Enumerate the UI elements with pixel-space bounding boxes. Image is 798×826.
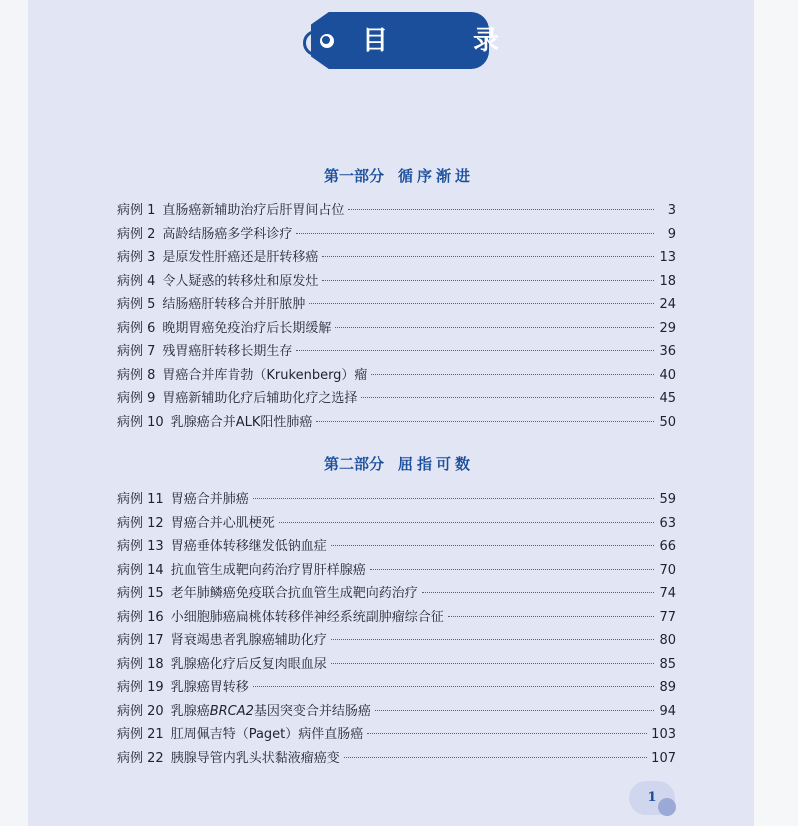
case-title: 乳腺癌胃转移 [170, 680, 249, 695]
case-title: 胃癌垂体转移继发低钠血症 [170, 539, 327, 554]
part2-list [117, 488, 676, 770]
part1-list [117, 199, 676, 434]
dot-leader [296, 350, 654, 351]
part2-label: 第二部分 [323, 455, 384, 473]
toc-entry[interactable] [117, 629, 676, 653]
case-number: 病例 11 [117, 492, 164, 507]
toc-entry[interactable] [117, 535, 676, 559]
case-number: 病例 5 [117, 297, 156, 312]
case-number: 病例 2 [117, 226, 156, 242]
case-number: 病例 14 [117, 562, 164, 578]
toc-entry[interactable] [117, 340, 676, 364]
case-title: 胃癌合并心肌梗死 [170, 515, 275, 531]
dot-leader [331, 545, 654, 546]
toc-entry[interactable] [117, 488, 676, 512]
case-page-number: 50 [659, 414, 676, 430]
case-number: 病例 7 [117, 344, 156, 359]
case-page-number: 80 [659, 633, 676, 648]
case-number: 病例 16 [117, 609, 164, 625]
part1-label: 第一部分 [323, 167, 384, 185]
case-page-number: 59 [659, 492, 676, 507]
case-page-number: 40 [659, 367, 676, 383]
case-number: 病例 3 [117, 250, 156, 265]
case-number: 病例 6 [117, 320, 156, 336]
dot-leader [448, 616, 654, 617]
case-title: 晚期胃癌免疫治疗后长期缓解 [162, 320, 332, 336]
dot-leader [370, 569, 654, 570]
toc-entry[interactable] [117, 512, 676, 536]
case-page-number: 18 [659, 273, 676, 289]
case-page-number: 70 [659, 562, 676, 578]
part2-heading [0, 454, 798, 474]
case-page-number: 9 [667, 226, 676, 242]
case-title: 胃癌新辅助化疗后辅助化疗之选择 [162, 391, 358, 406]
toc-entry[interactable] [117, 246, 676, 270]
toc-entry[interactable] [117, 676, 676, 700]
page-number: 1 [647, 790, 657, 805]
case-title: 乳腺癌BRCA2基因突变合并结肠癌 [170, 703, 371, 719]
dot-leader [367, 733, 647, 734]
dot-leader [375, 710, 654, 711]
page-title: 目 录 [362, 26, 538, 56]
case-number: 病例 4 [117, 273, 156, 289]
case-page-number: 3 [667, 203, 676, 218]
case-number: 病例 21 [117, 727, 164, 742]
case-number: 病例 13 [117, 539, 164, 554]
toc-entry[interactable] [117, 653, 676, 677]
case-number: 病例 17 [117, 633, 164, 648]
case-page-number: 66 [659, 539, 676, 554]
dot-leader [309, 303, 654, 304]
adjacent-page-edge [754, 0, 798, 826]
case-page-number: 45 [659, 391, 676, 406]
case-title: 抗血管生成靶向药治疗胃肝样腺癌 [170, 562, 366, 578]
toc-entry[interactable] [117, 606, 676, 630]
dot-leader [296, 233, 654, 234]
case-page-number: 103 [651, 727, 676, 742]
dot-leader [279, 522, 654, 523]
case-number: 病例 8 [117, 367, 156, 383]
case-title: 肛周佩吉特（Paget）病伴直肠癌 [170, 727, 364, 742]
case-title: 直肠癌新辅助治疗后肝胃间占位 [162, 203, 345, 218]
toc-entry[interactable] [117, 317, 676, 341]
case-page-number: 63 [659, 515, 676, 531]
toc-entry[interactable] [117, 364, 676, 388]
case-title: 是原发性肝癌还是肝转移癌 [162, 250, 319, 265]
dot-leader [322, 256, 654, 257]
toc-entry[interactable] [117, 199, 676, 223]
page-dot-icon [658, 798, 676, 816]
dot-leader [371, 374, 654, 375]
dot-leader [316, 421, 654, 422]
case-number: 病例 9 [117, 391, 156, 406]
part2-subtitle: 屈指可数 [398, 455, 475, 473]
case-title: 高龄结肠癌多学科诊疗 [162, 226, 293, 242]
case-title: 乳腺癌合并ALK阳性肺癌 [170, 414, 313, 430]
dot-leader [253, 498, 654, 499]
case-page-number: 107 [651, 750, 676, 766]
dot-leader [422, 592, 654, 593]
case-page-number: 29 [659, 320, 676, 336]
case-page-number: 36 [659, 344, 676, 359]
case-title: 肾衰竭患者乳腺癌辅助化疗 [170, 633, 327, 648]
tag-hole-icon [320, 34, 334, 48]
toc-entry[interactable] [117, 293, 676, 317]
toc-entry[interactable] [117, 700, 676, 724]
dot-leader [344, 757, 647, 758]
case-number: 病例 18 [117, 656, 164, 672]
case-number: 病例 22 [117, 750, 164, 766]
dot-leader [331, 663, 654, 664]
case-title: 胃癌合并库肯勃（Krukenberg）瘤 [162, 367, 368, 383]
case-number: 病例 20 [117, 703, 164, 719]
case-number: 病例 1 [117, 203, 156, 218]
case-title: 残胃癌肝转移长期生存 [162, 344, 293, 359]
dot-leader [361, 397, 654, 398]
case-number: 病例 12 [117, 515, 164, 531]
part1-heading [0, 166, 798, 186]
toc-entry[interactable] [117, 559, 676, 583]
toc-entry[interactable] [117, 582, 676, 606]
case-title: 结肠癌肝转移合并肝脓肿 [162, 297, 306, 312]
case-title: 胰腺导管内乳头状黏液瘤癌变 [170, 750, 340, 766]
case-page-number: 89 [659, 680, 676, 695]
toc-entry[interactable] [117, 223, 676, 247]
toc-entry[interactable] [117, 747, 676, 771]
dot-leader [335, 327, 654, 328]
dot-leader [331, 639, 654, 640]
toc-entry[interactable] [117, 411, 676, 435]
part1-subtitle: 循序渐进 [398, 167, 475, 185]
dot-leader [348, 209, 654, 210]
case-page-number: 13 [659, 250, 676, 265]
case-number: 病例 15 [117, 586, 164, 601]
case-title: 令人疑惑的转移灶和原发灶 [162, 273, 319, 289]
toc-entry[interactable] [117, 270, 676, 294]
dot-leader [322, 280, 654, 281]
dot-leader [253, 686, 654, 687]
case-page-number: 85 [659, 656, 676, 672]
case-page-number: 24 [659, 297, 676, 312]
case-title: 小细胞肺癌扁桃体转移伴神经系统副肿瘤综合征 [170, 609, 444, 625]
case-number: 病例 19 [117, 680, 164, 695]
toc-entry[interactable] [117, 387, 676, 411]
case-page-number: 94 [659, 703, 676, 719]
case-title: 老年肺鳞癌免疫联合抗血管生成靶向药治疗 [170, 586, 418, 601]
case-page-number: 77 [659, 609, 676, 625]
case-page-number: 74 [659, 586, 676, 601]
toc-entry[interactable] [117, 723, 676, 747]
case-number: 病例 10 [117, 414, 164, 430]
case-title: 乳腺癌化疗后反复肉眼血尿 [170, 656, 327, 672]
case-title: 胃癌合并肺癌 [170, 492, 249, 507]
